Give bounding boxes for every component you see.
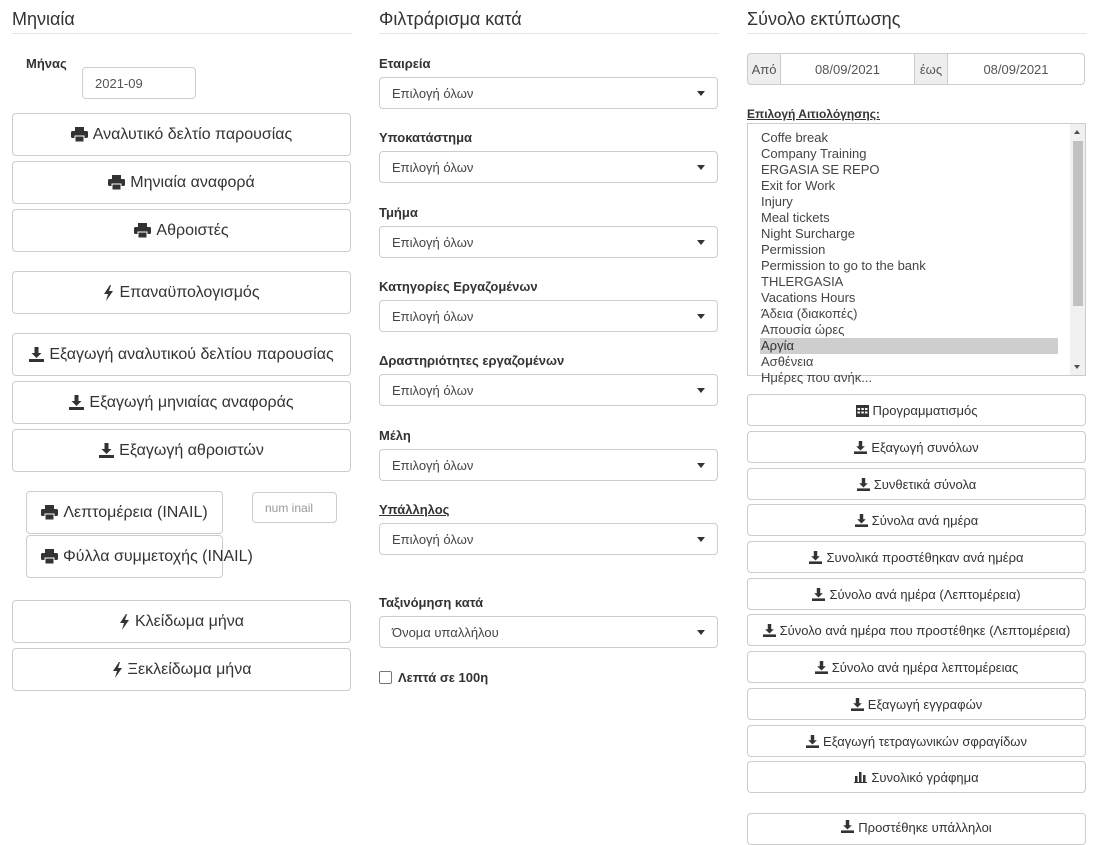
caret-down-icon	[697, 463, 705, 468]
caret-down-icon	[697, 388, 705, 393]
monthly-panel	[12, 0, 352, 678]
sort-select[interactable]	[379, 616, 718, 648]
total-per-day-added-detail-button[interactable]	[747, 614, 1086, 646]
inail-detail-label: Λεπτομέρεια (INAIL)	[63, 503, 208, 521]
download-icon	[99, 443, 114, 458]
branch-value: Επιλογή όλων	[392, 159, 474, 175]
total-chart-label: Συνολικό γράφημα	[871, 769, 979, 785]
download-icon	[857, 478, 870, 491]
export-square-stamps-button[interactable]	[747, 725, 1086, 757]
recalculation-button[interactable]	[12, 271, 351, 314]
scroll-up-icon[interactable]	[1074, 130, 1080, 134]
caret-down-icon	[697, 91, 705, 96]
reason-option[interactable]: ERGASIA SE REPO	[761, 162, 880, 177]
reason-option[interactable]: Vacations Hours	[761, 290, 856, 305]
download-icon	[69, 395, 84, 410]
bolt-icon	[119, 614, 130, 630]
reason-option[interactable]: THLERGASIA	[761, 274, 844, 289]
caret-down-icon	[697, 240, 705, 245]
export-square-stamps-label: Εξαγωγή τετραγωνικών σφραγίδων	[823, 733, 1027, 749]
reason-option[interactable]: Αργία	[760, 338, 1058, 354]
employee-value: Επιλογή όλων	[392, 531, 474, 547]
reason-option[interactable]: Απουσία ώρες	[761, 322, 845, 337]
export-totals-label: Εξαγωγή συνόλων	[871, 439, 979, 455]
minutes-label: Λεπτά σε 100η	[398, 670, 489, 685]
branch-label: Υποκατάστημα	[379, 130, 473, 145]
analytic-report-label: Αναλυτικό δελτίο παρουσίας	[92, 125, 293, 143]
monthly-report-label: Μηνιαία αναφορά	[130, 173, 255, 191]
summary-totals-button[interactable]	[747, 468, 1086, 500]
totals-per-day-label: Σύνολα ανά ημέρα	[871, 512, 979, 528]
monthly-heading: Μηνιαία	[12, 0, 352, 34]
reason-option[interactable]: Night Surcharge	[761, 226, 855, 241]
department-label: Τμήμα	[379, 205, 418, 220]
download-icon	[806, 735, 819, 748]
totals-per-day-button[interactable]	[747, 504, 1086, 536]
members-label: Μέλη	[379, 428, 411, 443]
summary-totals-label: Συνθετικά σύνολα	[873, 476, 977, 492]
print-icon	[134, 223, 151, 238]
reason-label: Επιλογή Αιτιολόγησης:	[747, 107, 880, 121]
total-per-day-details-label: Σύνολο ανά ημέρα λεπτομέρειας	[831, 659, 1019, 675]
scheduling-button[interactable]	[747, 394, 1086, 426]
company-select[interactable]	[379, 77, 718, 109]
employee-categories-label: Κατηγορίες Εργαζομένων	[379, 279, 538, 294]
download-icon	[854, 441, 867, 454]
download-icon	[809, 551, 822, 564]
download-icon	[855, 514, 868, 527]
members-value: Επιλογή όλων	[392, 457, 474, 473]
export-totalizers-button[interactable]	[12, 429, 351, 472]
month-input[interactable]: 2021-09	[82, 67, 196, 99]
caret-down-icon	[697, 314, 705, 319]
analytic-report-button[interactable]	[12, 113, 351, 156]
employee-categories-value: Επιλογή όλων	[392, 308, 474, 324]
checkbox-box[interactable]	[379, 671, 392, 684]
total-per-day-added-detail-label: Σύνολο ανά ημέρα που προστέθηκε (Λεπτομέρεια)	[779, 622, 1071, 638]
inail-sheets-label: Φύλλα συμμετοχής (INAIL)	[63, 547, 253, 565]
reason-option[interactable]: Ασθένεια	[761, 354, 814, 369]
reason-option[interactable]: Meal tickets	[761, 210, 830, 225]
calendar-icon	[856, 404, 869, 417]
totalizers-button[interactable]	[12, 209, 351, 252]
employee-activities-value: Επιλογή όλων	[392, 382, 474, 398]
download-icon	[763, 624, 776, 637]
export-monthly-button[interactable]	[12, 381, 351, 424]
sort-label: Ταξινόμηση κατά	[379, 595, 484, 610]
minutes-checkbox[interactable]	[379, 670, 488, 685]
lock-month-label: Κλείδωμα μήνα	[134, 612, 245, 630]
print-icon	[71, 127, 88, 142]
bar-chart-icon	[854, 771, 867, 783]
added-totals-per-day-button[interactable]	[747, 541, 1086, 573]
scrollbar-thumb[interactable]	[1073, 141, 1083, 306]
unlock-month-label: Ξεκλείδωμα μήνα	[127, 660, 252, 678]
total-chart-button[interactable]	[747, 761, 1086, 793]
from-date-input[interactable]: 08/09/2021	[780, 53, 915, 85]
print-icon	[108, 175, 125, 190]
employee-activities-label: Δραστηριότητες εργαζομένων	[379, 353, 565, 368]
listbox-scrollbar[interactable]	[1070, 124, 1085, 375]
added-totals-per-day-label: Συνολικά προστέθηκαν ανά ημέρα	[826, 549, 1024, 565]
download-icon	[812, 588, 825, 601]
to-addon: έως	[914, 53, 948, 85]
employee-categories-select[interactable]	[379, 300, 718, 332]
print-icon	[41, 505, 58, 520]
caret-down-icon	[697, 537, 705, 542]
to-date-input[interactable]: 08/09/2021	[947, 53, 1085, 85]
reason-options	[760, 130, 1058, 386]
scroll-down-icon[interactable]	[1074, 365, 1080, 369]
download-icon	[841, 820, 854, 833]
bolt-icon	[103, 285, 114, 301]
total-per-day-detail-label: Σύνολο ανά ημέρα (Λεπτομέρεια)	[829, 586, 1021, 602]
total-per-day-details-button[interactable]	[747, 651, 1086, 683]
monthly-report-button[interactable]	[12, 161, 351, 204]
reason-listbox[interactable]	[747, 123, 1086, 385]
reason-option[interactable]: Coffe break	[761, 130, 828, 145]
totals-heading: Σύνολο εκτύπωσης	[747, 0, 1087, 34]
department-value: Επιλογή όλων	[392, 234, 474, 250]
totalizers-label: Αθροιστές	[156, 221, 229, 239]
reason-option[interactable]: Injury	[761, 194, 793, 209]
export-totals-button[interactable]	[747, 431, 1086, 463]
download-icon	[29, 347, 44, 362]
from-addon: Από	[747, 53, 781, 85]
export-monthly-label: Εξαγωγή μηνιαίας αναφοράς	[89, 393, 294, 411]
export-records-label: Εξαγωγή εγγραφών	[867, 696, 983, 712]
branch-select[interactable]	[379, 151, 718, 183]
caret-down-icon	[697, 630, 705, 635]
employee-select[interactable]	[379, 523, 718, 555]
department-select[interactable]	[379, 226, 718, 258]
date-range-group	[747, 53, 1086, 85]
total-per-day-detail-button[interactable]	[747, 578, 1086, 610]
reason-option[interactable]: Permission to go to the bank	[761, 258, 926, 273]
bolt-icon	[112, 662, 123, 678]
reason-option[interactable]: Άδεια (διακοπές)	[761, 306, 858, 321]
download-icon	[851, 698, 864, 711]
reason-option[interactable]: Permission	[761, 242, 826, 257]
print-icon	[41, 549, 58, 564]
reason-option[interactable]: Exit for Work	[761, 178, 836, 193]
employee-label: Υπάλληλος	[379, 502, 450, 517]
sort-value: Όνομα υπαλλήλου	[392, 624, 499, 640]
filter-panel	[379, 0, 719, 685]
employee-activities-select[interactable]	[379, 374, 718, 406]
inail-detail-button[interactable]	[26, 491, 223, 534]
scheduling-label: Προγραμματισμός	[872, 402, 978, 418]
download-icon	[815, 661, 828, 674]
num-inail-input[interactable]: num inail	[252, 492, 337, 523]
totals-panel	[747, 0, 1087, 835]
month-label: Μήνας	[26, 56, 67, 71]
export-totalizers-label: Εξαγωγή αθροιστών	[119, 441, 264, 459]
company-value: Επιλογή όλων	[392, 85, 474, 101]
export-records-button[interactable]	[747, 688, 1086, 720]
filter-heading: Φιλτράρισμα κατά	[379, 0, 719, 34]
reason-option[interactable]: Ημέρες που ανήκ...	[761, 370, 873, 385]
export-analytic-button[interactable]	[12, 333, 351, 376]
last-partial-button[interactable]	[747, 813, 1086, 845]
export-analytic-label: Εξαγωγή αναλυτικού δελτίου παρουσίας	[49, 345, 334, 363]
last-partial-label: Προστέθηκε υπάλληλοι	[858, 820, 992, 835]
unlock-month-button[interactable]	[12, 648, 351, 691]
members-select[interactable]	[379, 449, 718, 481]
lock-month-button[interactable]	[12, 600, 351, 643]
recalculation-label: Επαναϋπολογισμός	[119, 283, 260, 301]
caret-down-icon	[697, 165, 705, 170]
company-label: Εταιρεία	[379, 56, 431, 71]
reason-option[interactable]: Company Training	[761, 146, 867, 161]
inail-sheets-button[interactable]	[26, 535, 253, 578]
